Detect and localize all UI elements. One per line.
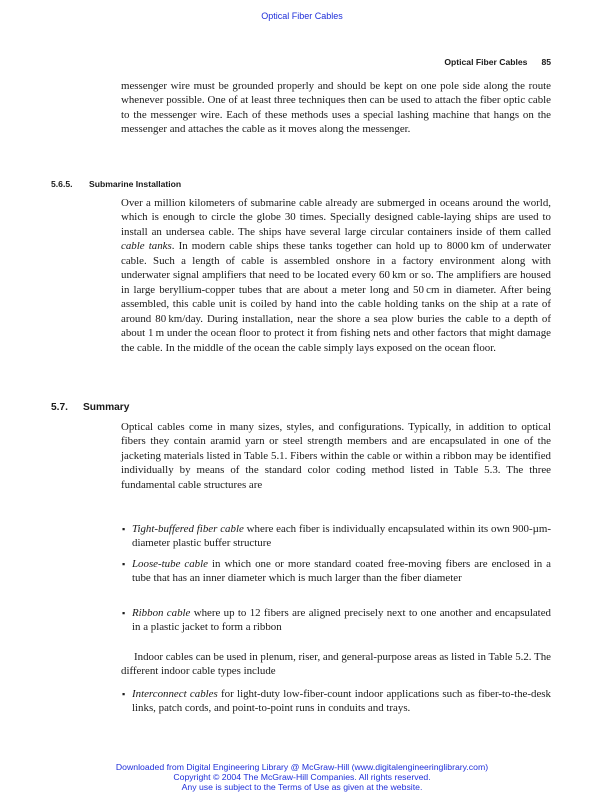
bullet-icon: ▪	[122, 559, 126, 569]
cable-structure-list	[121, 522, 551, 551]
paragraph-text: Optical cables come in many sizes, styles, and configurations. Typically, in addition to optical fibers they contain aramid yarn or steel strength members and are encapsulated in one of the jacketing materials listed in Table 5.1. Fibers within the cable or within a ribbon may be identified individually by means of the standard color coding method listed in Table 5.3. The three fundamental cable structures are	[121, 421, 551, 491]
list-item	[121, 606, 551, 635]
cable-structure-list-2	[121, 557, 551, 586]
emphasis-term: cable tanks	[121, 240, 172, 253]
list-term: Tight-buffered fiber cable	[132, 523, 244, 535]
footer-terms-line: Any use is subject to the Terms of Use as given at the website.	[181, 782, 423, 792]
section-title: Summary	[83, 402, 130, 413]
section-number: 5.6.5.	[51, 179, 73, 189]
section-title: Submarine Installation	[89, 179, 182, 189]
footer-copyright-line: Copyright © 2004 The McGraw-Hill Companies. All rights reserved.	[173, 772, 431, 782]
page-number: 85	[541, 57, 551, 67]
bullet-icon: ▪	[122, 608, 126, 618]
submarine-paragraph	[121, 196, 551, 355]
list-item	[121, 522, 551, 551]
bullet-icon: ▪	[122, 524, 126, 534]
cable-structure-list-3	[121, 606, 551, 635]
download-footer	[0, 762, 604, 792]
list-item	[121, 687, 551, 716]
paragraph-text: Indoor cables can be used in plenum, riser, and general-purpose areas as listed in Table 5.2. The different indoor cable types include	[121, 651, 551, 678]
indoor-cable-list	[121, 687, 551, 716]
paragraph-text	[121, 196, 551, 355]
top-banner-title: Optical Fiber Cables	[261, 11, 343, 21]
list-text: in which one or more standard coated free-moving fibers are enclosed in a tube that has an inner diameter which is much larger than the fiber diameter	[132, 558, 552, 585]
list-text: where up to 12 fibers are aligned precisely next to one another and encapsulated in a plastic jacket to form a ribbon	[132, 607, 551, 634]
list-term: Interconnect cables	[132, 688, 218, 700]
section-heading-summary	[51, 402, 129, 413]
section-number: 5.7.	[51, 402, 68, 413]
list-item	[121, 557, 551, 586]
footer-source-line: Downloaded from Digital Engineering Library @ McGraw-Hill (www.digitalengineeringlibrary.com)	[115, 762, 489, 772]
list-term: Loose-tube cable	[132, 558, 208, 570]
continued-paragraph	[121, 79, 551, 137]
paragraph-text: messenger wire must be grounded properly and should be kept on one pole side along the route whenever possible. One of at least three techniques then can be used to attach the fiber optic cable to the messenger wire. Each of these methods uses a special lashing machine that hangs on the messenger and attaches the cable as it moves along the messenger.	[121, 80, 551, 136]
summary-paragraph	[121, 420, 551, 492]
text-run: Over a million kilometers of submarine cable already are submerged in oceans around the world, which is enough to circle the globe 30 times. Specially designed cable-laying ships are used to install an undersea cable. The ships have several large circular containers inside of them called	[121, 197, 551, 238]
list-term: Ribbon cable	[132, 607, 191, 619]
running-head	[444, 57, 551, 67]
bullet-icon: ▪	[122, 689, 126, 699]
list-text: where each fiber is individually encapsulated within its own 900-µm-diameter plastic buffer structure	[132, 523, 551, 550]
list-text: for light-duty low-fiber-count indoor applications such as fiber-to-the-desk links, patch cords, and point-to-point runs in conduits and trays.	[132, 688, 551, 715]
indoor-paragraph	[121, 650, 551, 679]
text-run: . In modern cable ships these tanks together can hold up to 8000 km of underwater cable. Such a length of cable is assembled onshore in a factory environment along with underwater signal amplifiers that need to be located every 60 km or so. The amplifiers are housed in large beryllium-copper tubes that are about a meter long and 50 cm in diameter. After being assembled, this cable unit is coiled by hand into the cable holding tanks on the ship at a rate of around 80 km/day. During installation, near the shore a sea plow buries the cable to a depth of about 1 m under the ocean floor to protect it from fishing nets and other factors that might damage the cable. In the middle of the ocean the cable simply lays exposed on the ocean floor.	[121, 240, 551, 354]
section-heading-submarine	[51, 179, 181, 189]
running-head-title: Optical Fiber Cables	[444, 57, 528, 67]
